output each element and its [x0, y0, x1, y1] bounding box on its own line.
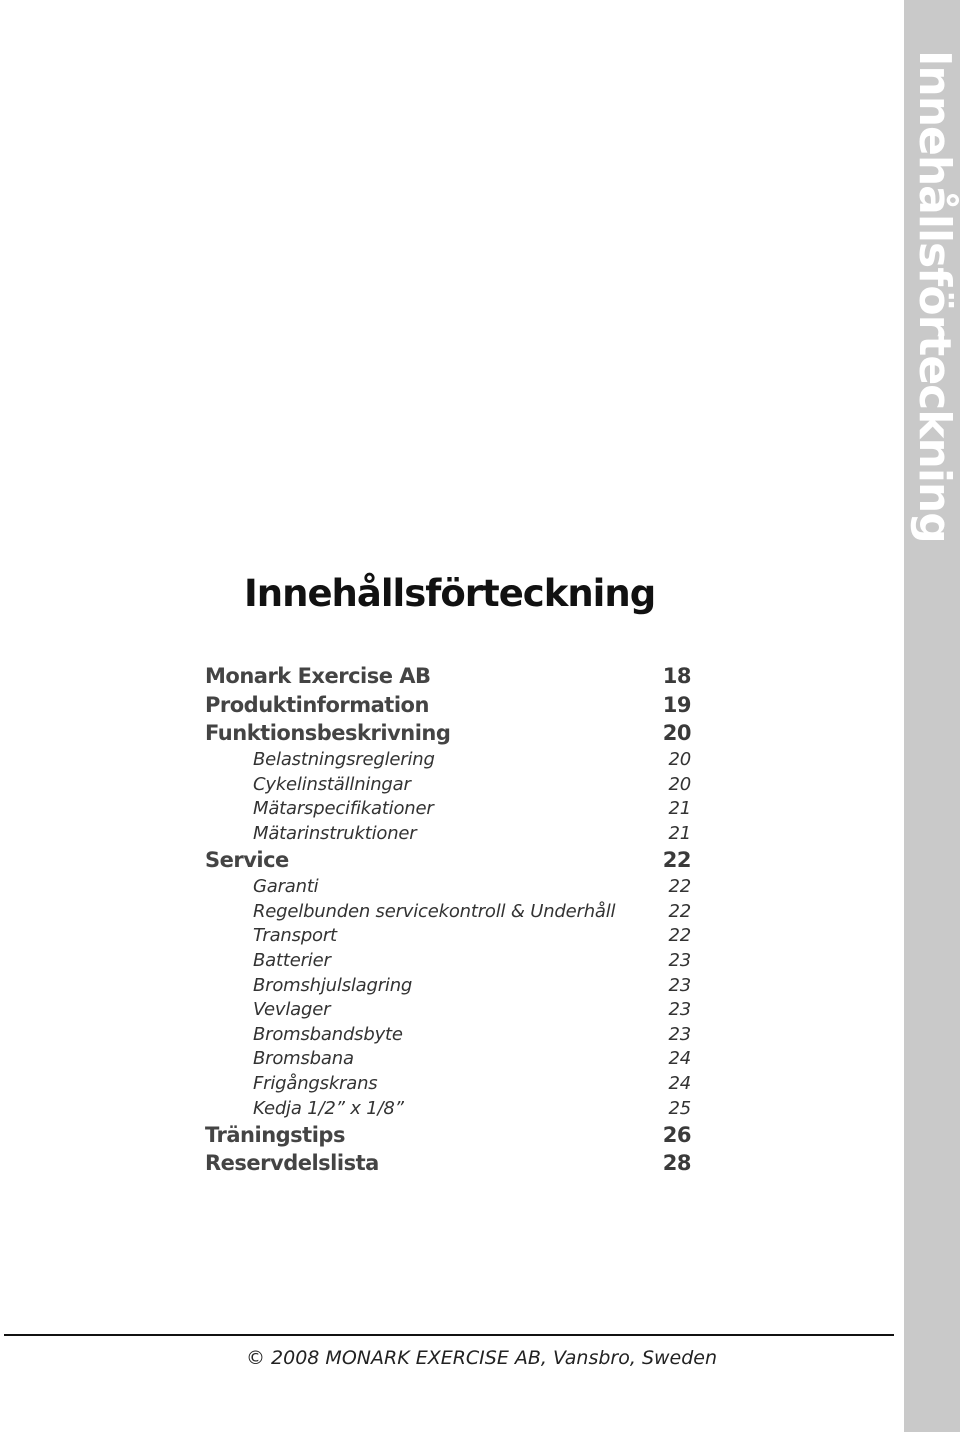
- toc-entry: [205, 973, 691, 998]
- toc-entry-page: 21: [668, 798, 691, 820]
- toc-entry-title: Service: [205, 848, 289, 873]
- side-tab: [904, 0, 960, 1432]
- toc-entry: [205, 748, 691, 773]
- toc-entry: [205, 719, 691, 748]
- toc-entry-page: 22: [668, 900, 691, 922]
- toc-entry: [205, 874, 691, 899]
- toc-entry-title: Mätarinstruktioner: [253, 823, 417, 845]
- toc-entry-title: Transport: [253, 925, 337, 947]
- toc-entry-title: Reservdelslista: [205, 1151, 379, 1176]
- toc-entry: [205, 662, 691, 691]
- toc-entry-page: 23: [668, 999, 691, 1021]
- toc-entry-title: Regelbunden servicekontroll & Underhåll: [253, 900, 616, 922]
- toc-entry: [205, 948, 691, 973]
- toc-entry: [205, 1022, 691, 1047]
- toc-entry: [205, 691, 691, 720]
- toc-entry-page: 24: [668, 1072, 691, 1094]
- toc-entry: [205, 899, 691, 924]
- toc-entry: [205, 846, 691, 875]
- toc-entry-title: Garanti: [253, 876, 319, 898]
- toc-entry: [205, 772, 691, 797]
- page-title: Innehållsförteckning: [244, 572, 656, 615]
- toc-entry-title: Vevlager: [253, 999, 331, 1021]
- toc-entry: [205, 797, 691, 822]
- footer-divider: [4, 1334, 894, 1336]
- toc-entry: [205, 1149, 691, 1178]
- table-of-contents: [205, 662, 691, 1177]
- footer-copyright: © 2008 MONARK EXERCISE AB, Vansbro, Sweden: [246, 1347, 718, 1369]
- toc-entry-page: 23: [668, 949, 691, 971]
- toc-entry-page: 22: [668, 876, 691, 898]
- toc-entry: [205, 924, 691, 949]
- toc-entry: [205, 1047, 691, 1072]
- toc-entry: [205, 997, 691, 1022]
- toc-entry: [205, 1120, 691, 1149]
- toc-entry-title: Bromsbana: [253, 1048, 354, 1070]
- toc-entry-page: 21: [668, 823, 691, 845]
- toc-entry-title: Produktinformation: [205, 692, 429, 717]
- toc-entry-page: 24: [668, 1048, 691, 1070]
- toc-entry-title: Träningstips: [205, 1122, 345, 1147]
- toc-entry-page: 19: [662, 692, 691, 717]
- toc-entry-title: Cykelinställningar: [253, 773, 411, 795]
- toc-entry-page: 23: [668, 1023, 691, 1045]
- toc-entry-page: 25: [668, 1097, 691, 1119]
- toc-entry-title: Batterier: [253, 949, 331, 971]
- toc-entry-page: 22: [668, 925, 691, 947]
- toc-entry: [205, 821, 691, 846]
- toc-entry-page: 28: [662, 1151, 691, 1176]
- toc-entry-title: Funktionsbeskrivning: [205, 721, 451, 746]
- toc-entry: [205, 1096, 691, 1121]
- toc-entry-title: Bromshjulslagring: [253, 974, 413, 996]
- toc-entry-title: Frigångskrans: [253, 1072, 378, 1094]
- toc-entry-title: Bromsbandsbyte: [253, 1023, 403, 1045]
- toc-entry-page: 23: [668, 974, 691, 996]
- toc-entry-page: 26: [662, 1122, 691, 1147]
- toc-entry-page: 22: [662, 848, 691, 873]
- toc-entry-title: Kedja 1/2” x 1/8”: [253, 1097, 404, 1119]
- toc-entry-title: Mätarspecifikationer: [253, 798, 434, 820]
- toc-entry-title: Monark Exercise AB: [205, 664, 431, 689]
- toc-entry-page: 20: [662, 721, 691, 746]
- toc-entry-page: 20: [668, 749, 691, 771]
- side-tab-label: Innehållsförteckning: [909, 50, 960, 543]
- toc-entry: [205, 1071, 691, 1096]
- toc-entry-page: 18: [662, 664, 691, 689]
- toc-entry-title: Belastningsreglering: [253, 749, 435, 771]
- toc-entry-page: 20: [668, 773, 691, 795]
